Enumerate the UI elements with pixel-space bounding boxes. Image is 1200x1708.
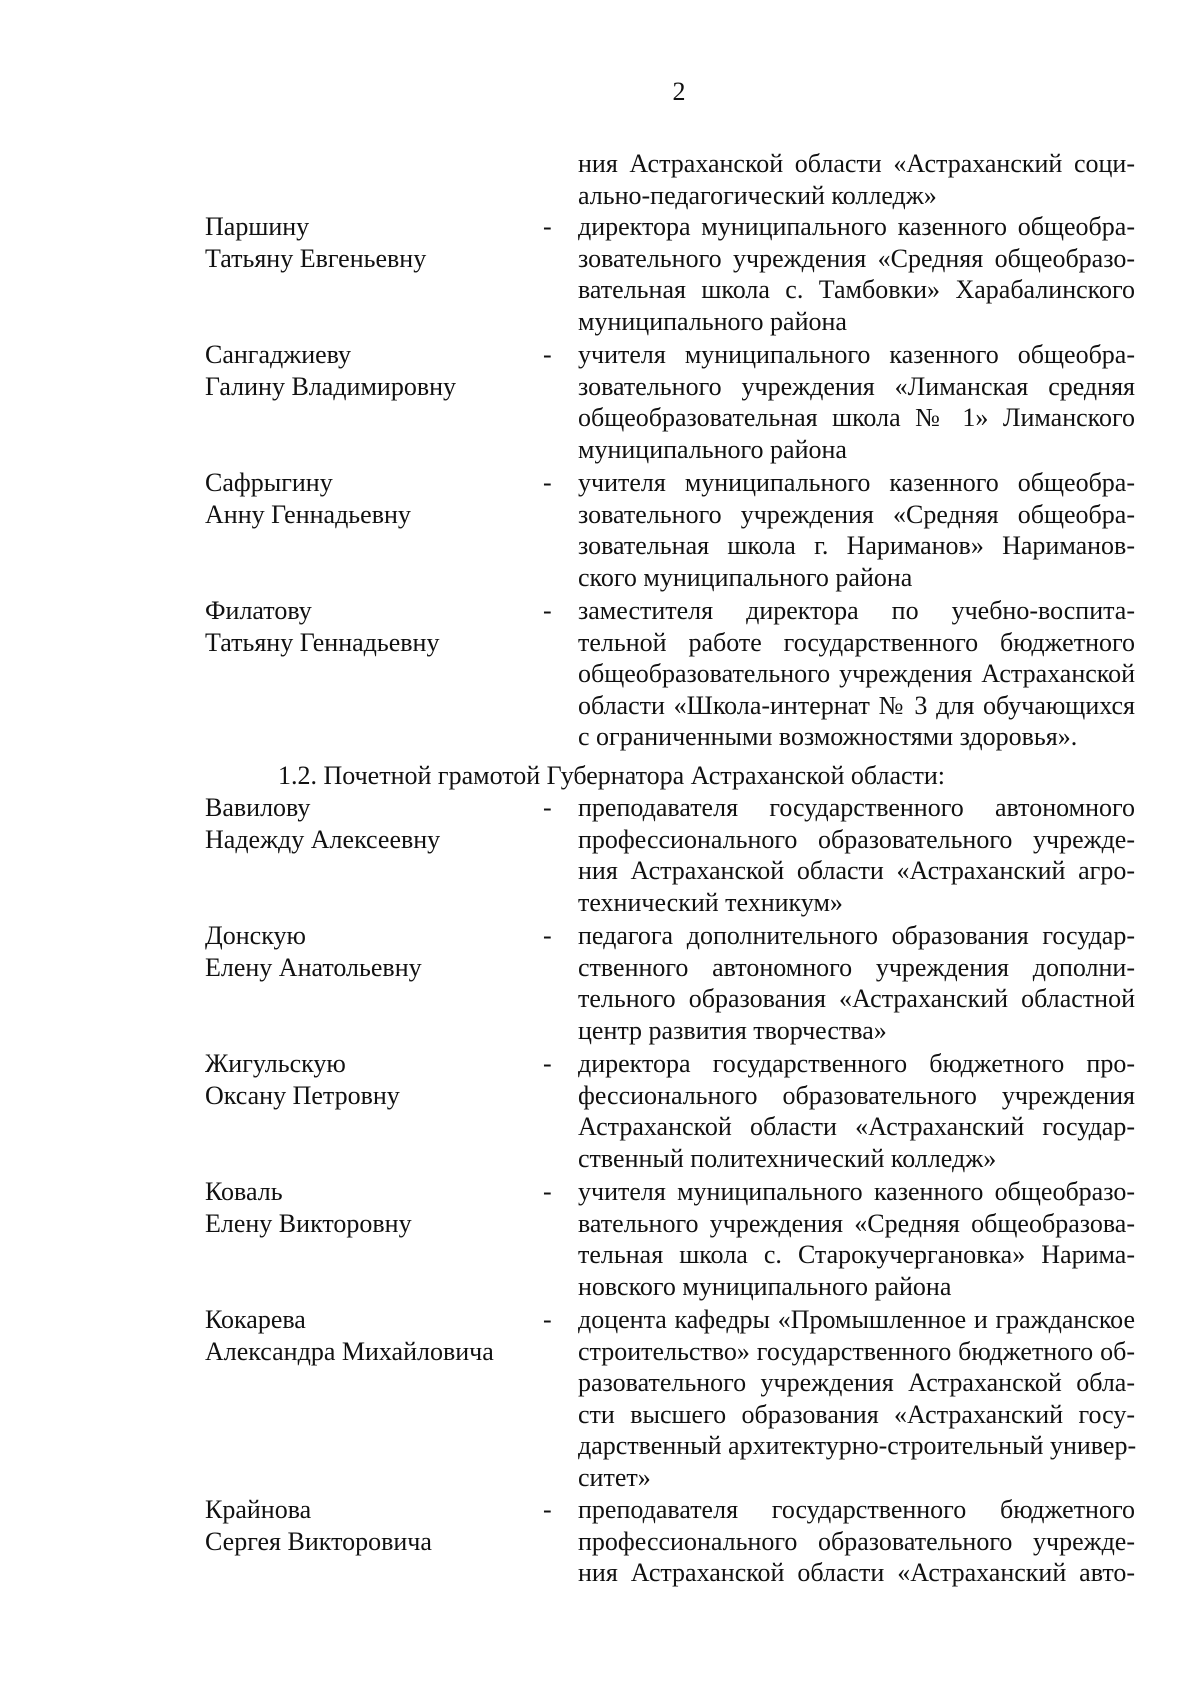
position-line: вательная школа с. Тамбовки» Харабалинского <box>578 275 1135 304</box>
position-line: центр развития творчества» <box>578 1015 887 1045</box>
separator-dash: - <box>543 596 552 625</box>
separator-dash: - <box>543 1495 552 1524</box>
position-line: муниципального района <box>578 434 847 464</box>
separator-dash: - <box>543 340 552 369</box>
position-line: доцента кафедры «Промышленное и гражданское <box>578 1305 1135 1334</box>
separator-dash: - <box>543 1049 552 1078</box>
recipient-position <box>578 1304 1135 1493</box>
position-line: Астраханской области «Астраханский государ- <box>578 1112 1135 1141</box>
recipient-position <box>578 1494 1135 1589</box>
recipient-position <box>578 920 1135 1046</box>
recipient-given-names: Елену Анатольевну <box>205 952 422 982</box>
position-line: дарственный архитектурно-строительный универ- <box>578 1431 1137 1460</box>
separator-dash: - <box>543 1305 552 1334</box>
position-line: преподавателя государственного бюджетного <box>578 1495 1135 1524</box>
position-line: преподавателя государственного автономного <box>578 793 1135 822</box>
recipient-given-names: Анну Геннадьевну <box>205 499 411 529</box>
separator-dash: - <box>543 1177 552 1206</box>
recipient-name <box>205 1304 525 1367</box>
recipient-name <box>205 211 525 274</box>
position-line: разовательного учреждения Астраханской обла- <box>578 1368 1135 1397</box>
recipient-given-names: Надежду Алексеевну <box>205 824 441 854</box>
recipient-name <box>205 920 525 983</box>
recipient-surname: Коваль <box>205 1177 283 1206</box>
position-line: общеобразовательного учреждения Астраханской <box>578 659 1135 688</box>
position-line: строительство» государственного бюджетного об- <box>578 1336 1135 1366</box>
continuation-line: ния Астраханской области «Астраханский соци- <box>578 149 1135 178</box>
recipient-surname: Крайнова <box>205 1495 312 1524</box>
separator-dash: - <box>543 212 552 241</box>
recipient-given-names: Татьяну Евгеньевну <box>205 243 427 273</box>
recipient-name <box>205 1176 525 1239</box>
position-line: директора муниципального казенного общеобра- <box>578 212 1135 241</box>
position-line: новского муниципального района <box>578 1271 952 1301</box>
position-line: ния Астраханской области «Астраханский авто- <box>578 1558 1135 1587</box>
recipient-position <box>578 1176 1135 1302</box>
recipient-surname: Жигульскую <box>205 1049 346 1078</box>
position-line: зовательная школа г. Нариманов» Нариманов- <box>578 531 1135 560</box>
recipient-given-names: Сергея Викторовича <box>205 1526 432 1556</box>
position-line: зовательного учреждения «Средняя общеобразо- <box>578 243 1135 273</box>
section-heading: 1.2. Почетной грамотой Губернатора Астраханской области: <box>278 761 946 790</box>
recipient-surname: Сафрыгину <box>205 468 333 497</box>
position-line: профессионального образовательного учрежде- <box>578 1526 1135 1556</box>
recipient-given-names: Оксану Петровну <box>205 1080 400 1110</box>
recipient-surname: Кокарева <box>205 1305 306 1334</box>
recipient-name <box>205 792 525 855</box>
position-line: области «Школа-интернат № 3 для обучающихся <box>578 690 1135 720</box>
position-line: технический техникум» <box>578 887 843 917</box>
recipient-name <box>205 595 525 658</box>
position-line: ственный политехнический колледж» <box>578 1143 997 1173</box>
recipient-position <box>578 792 1135 918</box>
position-line: тельной работе государственного бюджетного <box>578 627 1135 657</box>
continuation-line: ально-педагогический колледж» <box>578 181 937 210</box>
recipient-surname: Паршину <box>205 212 310 241</box>
recipient-surname: Донскую <box>205 921 306 950</box>
page-number: 2 <box>672 77 686 106</box>
position-line: фессионального образовательного учреждения <box>578 1080 1135 1110</box>
recipient-given-names: Александра Михайловича <box>205 1336 494 1366</box>
recipient-position <box>578 595 1135 753</box>
recipient-position <box>578 467 1135 593</box>
recipient-surname: Филатову <box>205 596 312 625</box>
recipient-name <box>205 1494 525 1557</box>
position-line: педагога дополнительного образования государ- <box>578 921 1135 950</box>
recipient-name <box>205 339 525 402</box>
recipient-position <box>578 1048 1135 1174</box>
position-line: зовательного учреждения «Лиманская средняя <box>578 371 1135 401</box>
recipient-position <box>578 211 1135 337</box>
position-line: ского муниципального района <box>578 562 913 592</box>
position-line: тельного образования «Астраханский областной <box>578 984 1135 1013</box>
position-line: общеобразовательная школа № 1» Лиманского <box>578 403 1135 432</box>
separator-dash: - <box>543 468 552 497</box>
position-line: с ограниченными возможностями здоровья». <box>578 722 1078 751</box>
position-line: ния Астраханской области «Астраханский агро- <box>578 856 1135 885</box>
recipient-given-names: Елену Викторовну <box>205 1208 412 1238</box>
position-line: учителя муниципального казенного общеобра- <box>578 340 1135 369</box>
recipient-position <box>578 339 1135 465</box>
position-line: директора государственного бюджетного про- <box>578 1049 1135 1078</box>
recipient-given-names: Галину Владимировну <box>205 371 457 401</box>
position-line: заместителя директора по учебно-воспита- <box>578 596 1135 625</box>
position-line: профессионального образовательного учрежде- <box>578 824 1135 854</box>
position-line: вательного учреждения «Средняя общеобразова- <box>578 1208 1135 1238</box>
recipient-name <box>205 1048 525 1111</box>
recipient-surname: Вавилову <box>205 793 311 822</box>
recipient-name <box>205 467 525 530</box>
position-line: учителя муниципального казенного общеобразо- <box>578 1177 1135 1206</box>
position-line: зовательного учреждения «Средняя общеобра- <box>578 499 1135 529</box>
position-line: муниципального района <box>578 306 847 336</box>
position-line: ственного автономного учреждения дополни- <box>578 952 1135 982</box>
recipient-surname: Сангаджиеву <box>205 340 352 369</box>
separator-dash: - <box>543 793 552 822</box>
position-line: тельная школа с. Старокучергановка» Нарима- <box>578 1240 1135 1269</box>
separator-dash: - <box>543 921 552 950</box>
position-line: сти высшего образования «Астраханский госу- <box>578 1399 1135 1429</box>
position-line: учителя муниципального казенного общеобра- <box>578 468 1135 497</box>
position-line: ситет» <box>578 1462 651 1492</box>
recipient-given-names: Татьяну Геннадьевну <box>205 627 440 657</box>
